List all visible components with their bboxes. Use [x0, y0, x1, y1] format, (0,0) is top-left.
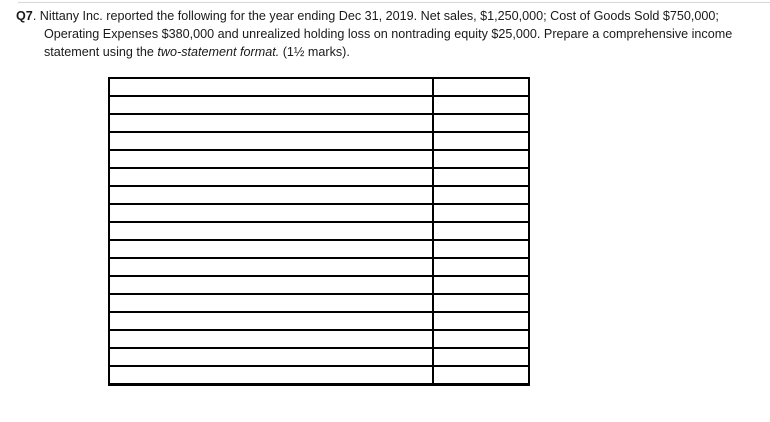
question-line-3: [16, 43, 766, 61]
amount-cell[interactable]: [433, 276, 529, 294]
table-row: [109, 348, 529, 366]
description-cell[interactable]: [109, 114, 433, 132]
amount-cell[interactable]: [433, 204, 529, 222]
amount-cell[interactable]: [433, 78, 529, 96]
question-number: Q7: [16, 9, 33, 23]
question-marks: (1½ marks).: [279, 45, 350, 59]
description-cell[interactable]: [109, 348, 433, 366]
answer-table: [108, 77, 530, 386]
description-cell[interactable]: [109, 276, 433, 294]
question-line-1-text: . Nittany Inc. reported the following for the year ending Dec 31, 2019. Net sales, $1,250,000; Cost of Goods Sold $750,000;: [32, 9, 719, 23]
amount-cell[interactable]: [433, 312, 529, 330]
table-row: [109, 222, 529, 240]
amount-cell[interactable]: [433, 258, 529, 276]
description-cell[interactable]: [109, 258, 433, 276]
description-cell[interactable]: [109, 366, 433, 385]
table-row: [109, 168, 529, 186]
amount-cell[interactable]: [433, 348, 529, 366]
question-line-1: [16, 7, 766, 25]
description-cell[interactable]: [109, 132, 433, 150]
description-cell[interactable]: [109, 330, 433, 348]
description-cell[interactable]: [109, 222, 433, 240]
description-cell[interactable]: [109, 240, 433, 258]
table-row: [109, 366, 529, 385]
question-text: [16, 7, 766, 61]
amount-cell[interactable]: [433, 240, 529, 258]
amount-cell[interactable]: [433, 222, 529, 240]
table-row: [109, 96, 529, 114]
amount-cell[interactable]: [433, 330, 529, 348]
description-cell[interactable]: [109, 96, 433, 114]
table-row: [109, 312, 529, 330]
table-row: [109, 114, 529, 132]
question-line-3-start: statement using the: [44, 45, 158, 59]
table-row: [109, 132, 529, 150]
amount-cell[interactable]: [433, 186, 529, 204]
amount-cell[interactable]: [433, 366, 529, 385]
description-cell[interactable]: [109, 168, 433, 186]
amount-cell[interactable]: [433, 132, 529, 150]
question-line-2: Operating Expenses $380,000 and unrealized holding loss on nontrading equity $25,000. Prepare a comprehensive income: [44, 27, 733, 41]
amount-cell[interactable]: [433, 294, 529, 312]
description-cell[interactable]: [109, 78, 433, 96]
description-cell[interactable]: [109, 294, 433, 312]
table-row: [109, 276, 529, 294]
description-cell[interactable]: [109, 204, 433, 222]
table-row: [109, 294, 529, 312]
table-row: [109, 330, 529, 348]
table-row: [109, 150, 529, 168]
amount-cell[interactable]: [433, 96, 529, 114]
table-row: [109, 258, 529, 276]
table-row: [109, 204, 529, 222]
answer-table-body: [109, 78, 529, 385]
amount-cell[interactable]: [433, 114, 529, 132]
amount-cell[interactable]: [433, 168, 529, 186]
amount-cell[interactable]: [433, 150, 529, 168]
description-cell[interactable]: [109, 186, 433, 204]
table-row: [109, 78, 529, 96]
table-row: [109, 186, 529, 204]
top-divider: [18, 2, 770, 3]
table-row: [109, 240, 529, 258]
description-cell[interactable]: [109, 312, 433, 330]
two-statement-format-emphasis: two-statement format.: [157, 45, 280, 59]
description-cell[interactable]: [109, 150, 433, 168]
